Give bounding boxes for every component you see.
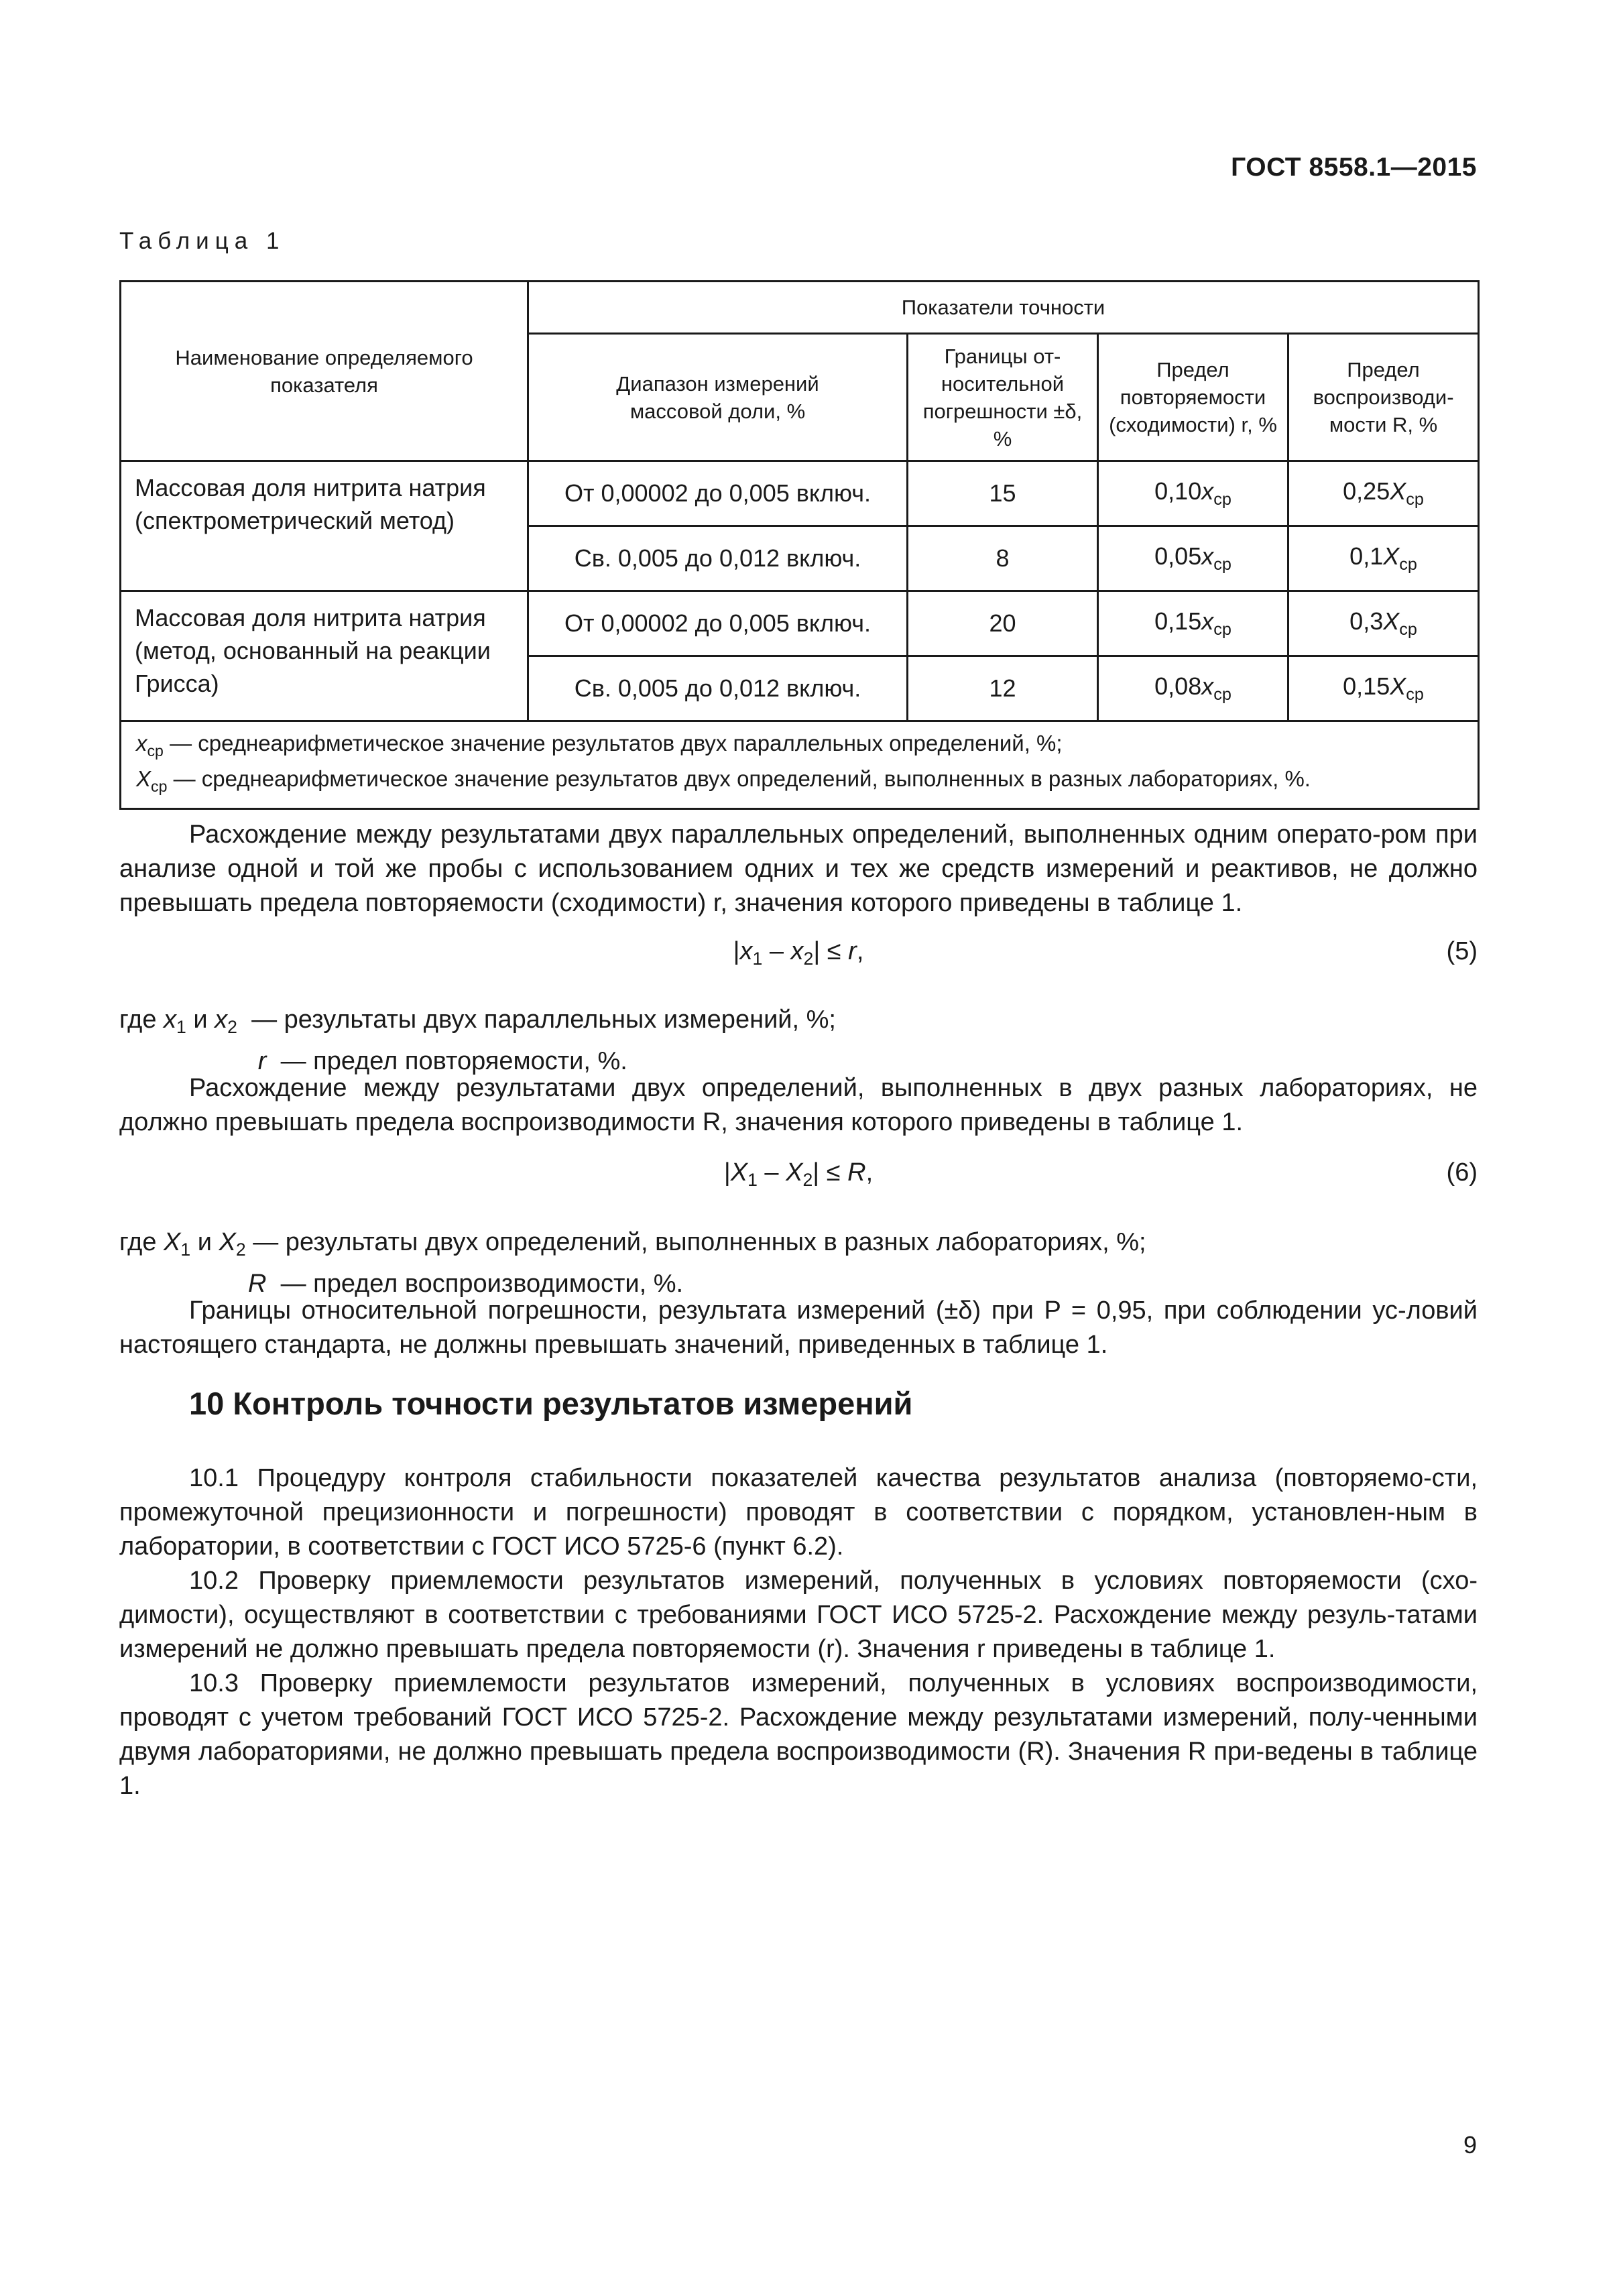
range-cell: От 0,00002 до 0,005 включ. [528,461,908,526]
xcp-symbol: x [1201,607,1214,635]
formula-expression: $|x_1 - x_2| \le r$, [733,937,864,969]
range-cell: От 0,00002 до 0,005 включ. [528,591,908,656]
repeat-cell [1098,526,1288,591]
formula-6 [119,1158,1478,1193]
cp-subscript: ср [1406,685,1424,704]
paragraph: 10.3 Проверку приемлемости результатов измерений, полученных в условиях воспроизводимости, проводят с учетом требований ГОСТ ИСО 5725-2. Расхождение между результатами измерений, полу-ченными двумя лабораториями, не должно превышать предела воспроизводимости (R). Значения R при-ведены в таблице 1. [119,1669,1478,1800]
row-name: Массовая доля нитрита натрия (метод, основанный на реакции Грисса) [121,591,528,721]
legend-line: r — предел повторяемости, %. [257,1047,627,1075]
repeat-value: 0,15 [1154,607,1202,635]
error-cell: 20 [908,591,1098,656]
xcp-symbol: x [1201,672,1214,700]
paragraph: Границы относительной погрешности, результата измерений (±δ) при P = 0,95, при соблюдении ус-ловий настоящего стандарта, не должны превышать значений, приведенных в таблице 1. [119,1296,1478,1359]
page-number: 9 [1463,2131,1477,2159]
cp-subscript: ср [1399,620,1417,639]
paragraph: 10.2 Проверку приемлемости результатов измерений, полученных в условиях повторяемости (схо-димости), осуществляют в соответствии с требованиями ГОСТ ИСО 5725-2. Расхождение между резуль-татами измерений не должно превышать предела повторяемости (r). Значения r приведены в таблице 1. [119,1567,1478,1663]
section-heading: 10 Контроль точности результатов измерений [189,1386,913,1421]
reprod-value: 0,25 [1343,477,1390,505]
group-header: Показатели точности [528,282,1479,334]
note-line: $x_{ср}$ — среднеарифметическое значение результатов двух параллельных определений, %; [136,731,1063,760]
reprod-cell [1288,461,1479,526]
cp-subscript: ср [1213,685,1231,704]
col-range-header: Диапазон измерений массовой доли, % [528,334,908,461]
reprod-cell [1288,526,1479,591]
formula-5 [119,937,1478,972]
range-cell: Св. 0,005 до 0,012 включ. [528,656,908,721]
reprod-value: 0,15 [1343,672,1390,700]
formula-expression: $|X_1 - X_2| \le R$, [723,1158,874,1190]
document-code: ГОСТ 8558.1—2015 [1231,153,1477,182]
formula-number: (5) [1446,937,1478,965]
reprod-cell [1288,656,1479,721]
Xcp-symbol: X [1390,672,1406,700]
repeat-cell [1098,461,1288,526]
reprod-value: 0,1 [1349,542,1384,570]
repeat-value: 0,08 [1154,672,1202,700]
note-line: $X_{ср}$ — среднеарифметическое значение результатов двух определений, выполненных в разных лабораториях, %. [136,766,1311,795]
paragraph: 10.1 Процедуру контроля стабильности показателей качества результатов анализа (повторяемо-сти, промежуточной прецизионности и погрешности) проводят в соответствии с порядком, установлен-ным в лаборатории, в соответствии с ГОСТ ИСО 5725-6 (пункт 6.2). [119,1464,1478,1561]
formula-legend [119,1003,836,1079]
table-note [121,721,1479,809]
cp-subscript: ср [1213,490,1231,509]
error-cell: 8 [908,526,1098,591]
error-cell: 12 [908,656,1098,721]
cp-subscript: ср [1406,490,1424,509]
Xcp-symbol: X [1383,542,1400,570]
row-name: Массовая доля нитрита натрия (спектрометрический метод) [121,461,528,591]
legend-line: где $X_1$ и $X_2$ — результаты двух определений, выполненных в разных лабораториях, %; [119,1228,1146,1260]
col-reprod-header: Предел воспроизводи-мости R, % [1288,334,1479,461]
legend-line: R — предел воспроизводимости, %. [247,1270,684,1298]
reprod-value: 0,3 [1349,607,1384,635]
col-repeat-header: Предел повторяемости (сходимости) r, % [1098,334,1288,461]
Xcp-symbol: X [1390,477,1406,505]
repeat-value: 0,10 [1154,477,1202,505]
cp-subscript: ср [1213,620,1231,639]
accuracy-table [119,280,1480,810]
xcp-symbol: x [1201,477,1214,505]
paragraph: Расхождение между результатами двух определений, выполненных в двух разных лабораториях, не должно превышать предела воспроизводимости R, значения которого приведены в таблице 1. [119,1074,1478,1136]
col-error-header: Границы от-носительной погрешности ±δ, % [908,334,1098,461]
xcp-symbol: x [1201,542,1214,570]
table-caption: Таблица 1 [119,228,286,254]
repeat-value: 0,05 [1154,542,1202,570]
range-cell: Св. 0,005 до 0,012 включ. [528,526,908,591]
error-cell: 15 [908,461,1098,526]
repeat-cell [1098,591,1288,656]
formula-legend [119,1225,1146,1301]
repeat-cell [1098,656,1288,721]
reprod-cell [1288,591,1479,656]
col-name-header: Наименование определяемого показателя [121,282,528,461]
legend-line: где $x_1$ и $x_2$ — результаты двух параллельных измерений, %; [119,1006,836,1037]
paragraph: Расхождение между результатами двух параллельных определений, выполненных одним операто-ром при анализе одной и той же пробы с использованием одних и тех же средств измерений и реактивов, не должно превышать предела повторяемости (сходимости) r, значения которого приведены в таблице 1. [119,821,1478,917]
formula-number: (6) [1446,1158,1478,1187]
cp-subscript: ср [1399,555,1417,574]
cp-subscript: ср [1213,555,1231,574]
Xcp-symbol: X [1383,607,1400,635]
